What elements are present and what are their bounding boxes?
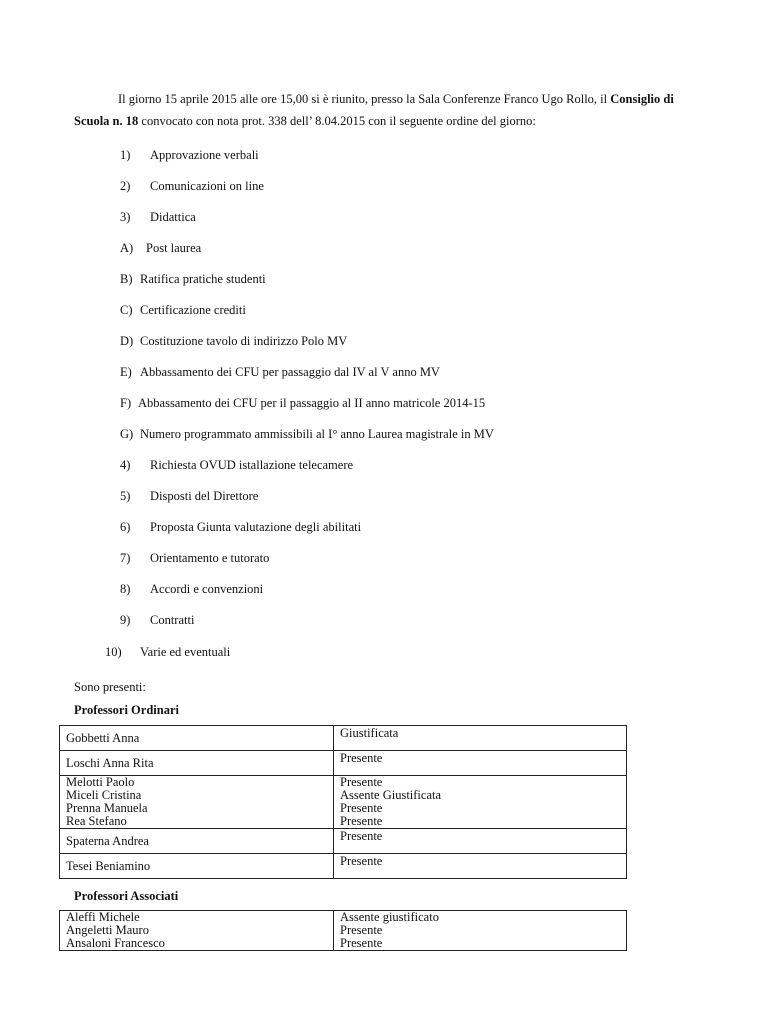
agenda-number: E) [120, 365, 132, 379]
agenda-text: Abbassamento dei CFU per passaggio dal IV al V anno MV [140, 365, 440, 379]
agenda-text: Contratti [150, 613, 195, 627]
section-title-associati: Professori Associati [74, 889, 179, 903]
member-name: Miceli Cristina [60, 789, 334, 802]
member-status: Assente giustificato [334, 911, 627, 925]
agenda-item [120, 458, 353, 473]
agenda-number: B) [120, 272, 133, 286]
member-name: Melotti Paolo [60, 776, 334, 790]
table-row [60, 911, 627, 925]
table-row [60, 854, 627, 879]
agenda-item [120, 303, 246, 318]
agenda-text: Proposta Giunta valutazione degli abilitati [150, 520, 362, 534]
agenda-item [120, 365, 440, 380]
member-name: Rea Stefano [60, 815, 334, 829]
table-row [60, 751, 627, 776]
agenda-text: Disposti del Direttore [150, 489, 259, 503]
agenda-number: 6) [120, 520, 131, 534]
member-status: Presente [334, 854, 627, 879]
member-status: Presente [334, 802, 627, 815]
intro-bold-title: Consiglio di Scuola n. 18 [74, 92, 674, 128]
agenda-number: G) [120, 427, 134, 441]
agenda-text: Comunicazioni on line [150, 179, 264, 193]
agenda-text: Varie ed eventuali [140, 645, 231, 659]
agenda-text: Certificazione crediti [140, 303, 246, 317]
table-row [60, 829, 627, 854]
member-status: Assente Giustificata [334, 789, 627, 802]
member-name: Aleffi Michele [60, 911, 334, 925]
agenda-item [120, 334, 347, 349]
table-row [60, 776, 627, 790]
intro-text-end: convocato con nota prot. 338 dell’ 8.04.2015 con il seguente ordine del giorno: [138, 114, 536, 128]
agenda-text: Accordi e convenzioni [150, 582, 264, 596]
member-status: Presente [334, 751, 627, 776]
agenda-item [120, 241, 201, 256]
agenda-item [105, 645, 230, 660]
agenda-item [120, 179, 264, 194]
agenda-text: Ratifica pratiche studenti [140, 272, 266, 286]
member-name: Spaterna Andrea [60, 829, 334, 854]
agenda-item [120, 520, 361, 535]
agenda-number: 1) [120, 148, 131, 162]
agenda-text: Numero programmato ammissibili al I° anno Laurea magistrale in MV [140, 427, 494, 441]
agenda-number: 5) [120, 489, 131, 503]
agenda-text: Abbassamento dei CFU per il passaggio al II anno matricole 2014-15 [138, 396, 486, 410]
agenda-number: D) [120, 334, 134, 348]
table-row [60, 726, 627, 751]
agenda-item [120, 613, 194, 628]
intro-paragraph [74, 88, 700, 132]
member-status: Presente [334, 937, 627, 951]
agenda-text: Approvazione verbali [150, 148, 259, 162]
intro-text: Il giorno 15 aprile 2015 alle ore 15,00 si è riunito, presso la Sala Conferenze Franco Ugo Rollo, il [118, 92, 611, 106]
agenda-item [120, 582, 263, 597]
member-status: Presente [334, 829, 627, 854]
agenda-number: 10) [105, 645, 122, 659]
agenda-text: Costituzione tavolo di indirizzo Polo MV [140, 334, 348, 348]
member-name: Angeletti Mauro [60, 924, 334, 937]
agenda-number: F) [120, 396, 132, 410]
agenda-number: 7) [120, 551, 131, 565]
agenda-text: Orientamento e tutorato [150, 551, 270, 565]
agenda-number: C) [120, 303, 133, 317]
member-name: Ansaloni Francesco [60, 937, 334, 951]
agenda-item [120, 489, 258, 504]
agenda-item [120, 396, 485, 411]
agenda-text: Post laurea [146, 241, 202, 255]
agenda-number: 8) [120, 582, 131, 596]
section-title-ordinari: Professori Ordinari [74, 703, 179, 717]
member-status: Presente [334, 815, 627, 829]
member-name: Tesei Beniamino [60, 854, 334, 879]
member-status: Presente [334, 924, 627, 937]
member-status: Presente [334, 776, 627, 790]
member-name: Gobbetti Anna [60, 726, 334, 751]
member-name: Prenna Manuela [60, 802, 334, 815]
table-row [60, 937, 627, 951]
ordinari-table [59, 725, 627, 879]
agenda-number: 3) [120, 210, 131, 224]
present-label: Sono presenti: [74, 680, 146, 694]
agenda-number: 2) [120, 179, 131, 193]
agenda-text: Didattica [150, 210, 196, 224]
agenda-text: Richiesta OVUD istallazione telecamere [150, 458, 354, 472]
agenda-number: A) [120, 241, 134, 255]
table-row [60, 815, 627, 829]
agenda-item [120, 551, 269, 566]
agenda-number: 9) [120, 613, 131, 627]
member-name: Loschi Anna Rita [60, 751, 334, 776]
agenda-item [120, 210, 196, 225]
associati-table [59, 910, 627, 951]
agenda-item [120, 148, 259, 163]
agenda-item [120, 427, 494, 442]
agenda-number: 4) [120, 458, 131, 472]
agenda-item [120, 272, 266, 287]
member-status: Giustificata [334, 726, 627, 751]
